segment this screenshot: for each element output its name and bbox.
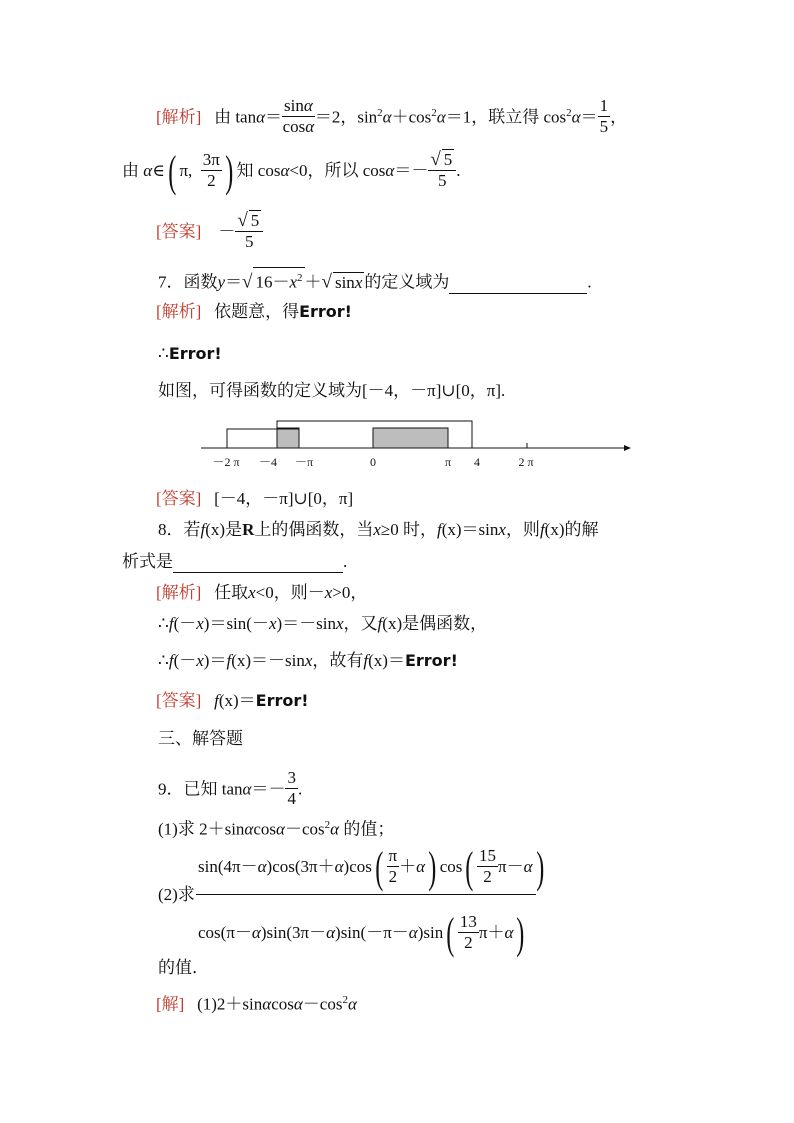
answer-tag: [答案] — [156, 221, 202, 241]
answer-fraction-sqrt5-5: $\frac{√ 5}{5}$ — [235, 210, 263, 252]
axis-tick-label: －2 π — [212, 455, 240, 469]
p9-question: 9．已知 tanα＝－ $\frac{3}{4}$ . — [158, 768, 303, 808]
p6-analysis-line2: 由 α∈( π, $\frac{3\pi}{2}$ ) 知 cosα<0，所以 cosα＝－ $\frac{√ 5}{5}$ . — [122, 147, 461, 196]
p8-analysis-line3: ∴f(－x)＝f(x)＝－sinx，故有f(x)＝Error! — [158, 651, 458, 670]
fraction-3pi-2: $\frac{3\pi}{2}$ — [202, 149, 220, 190]
p9-part2-numerator: sin(4π－α)cos(3π＋α)cos( $\frac{\pi}{2}$ ＋α) cos( $\frac{15}{2}$ π－α) — [198, 843, 544, 892]
p7-question: 7．函数y＝√ $16-x^2$ ＋√ sinx 的定义域为 . — [158, 267, 592, 294]
fraction-sqrt5-5: $\frac{√ 5}{5}$ — [428, 149, 456, 191]
answer-blank-p8 — [173, 552, 343, 573]
p8-answer-line: [答案] f(x)＝Error! — [156, 691, 309, 710]
p7-analysis-line2: ∴Error! — [158, 344, 222, 363]
x-axis-arrow — [624, 445, 631, 451]
p8-question-line1: 8．若f(x)是R上的偶函数，当x≥0 时，f(x)＝sinx，则f(x)的解 — [158, 520, 599, 539]
axis-tick-label: －π — [294, 455, 314, 469]
p9-part2-tail: 的值． — [158, 958, 209, 977]
p8-analysis-line1: [解析] 任取x<0，则－x>0， — [156, 583, 368, 602]
p6-analysis-line1: [解析] 由 tanα＝ $\frac{\sin\alpha}{\cos\alpha}$ ＝2，$\sin^2\alpha+\cos^2\alpha=1$，联立得 $\cos^2\alpha=$ $\frac{1}{5}$ ， — [156, 96, 628, 136]
p8-question-line2: 析式是 . — [122, 552, 348, 571]
answer-blank — [449, 273, 587, 294]
p9-part1: (1)求 $2+\sin\alpha\cos\alpha-\cos^2\alpha$ 的值； — [158, 819, 395, 839]
domain-number-line-figure — [196, 416, 636, 472]
fraction-3-4: $\frac{3}{4}$ — [287, 768, 296, 808]
axis-tick-label: －4 — [258, 455, 278, 469]
p9-solution-line1: [解] $(1)2+\sin\alpha\cos\alpha-\cos^2\alpha$ — [156, 994, 357, 1014]
axis-tick-label: 2 π — [518, 455, 534, 469]
p6-answer-line: [答案] － $\frac{√ 5}{5}$ — [156, 212, 263, 254]
p7-analysis-line1: [解析] 依题意，得Error! — [156, 302, 352, 321]
right-paren: ) — [225, 147, 234, 196]
shaded-interval-neg4-negpi — [277, 428, 299, 448]
p7-figure-text: 如图，可得函数的定义域为[－4，－π]∪[0，π]. — [158, 381, 506, 400]
p7-answer-line: [答案] [－4，－π]∪[0，π] — [156, 489, 354, 508]
p9-part2-fraction-bar — [196, 894, 536, 895]
section-title-answer-questions: 三、解答题 — [158, 729, 243, 748]
axis-tick-label: π — [444, 455, 452, 469]
shaded-interval-0-pi — [373, 428, 448, 448]
solution-tag: [解] — [156, 994, 185, 1014]
left-paren: ( — [168, 147, 177, 196]
fraction-sin-cos: $\frac{\sin\alpha}{\cos\alpha}$ — [282, 96, 315, 136]
fraction-one-fifth: $\frac{1}{5}$ — [599, 96, 609, 136]
p9-part2-denominator: cos(π－α)sin(3π－α)sin(－π－α)sin( $\frac{13}{2}$ π＋α) — [198, 909, 525, 958]
axis-tick-label: 4 — [474, 455, 480, 469]
p8-analysis-line2: ∴f(－x)＝sin(－x)＝－sinx，又f(x)是偶函数， — [158, 614, 488, 633]
analysis-tag: [解析] — [156, 107, 202, 127]
p9-part2-label: (2)求 — [158, 885, 195, 904]
axis-tick-label: 0 — [370, 455, 376, 469]
